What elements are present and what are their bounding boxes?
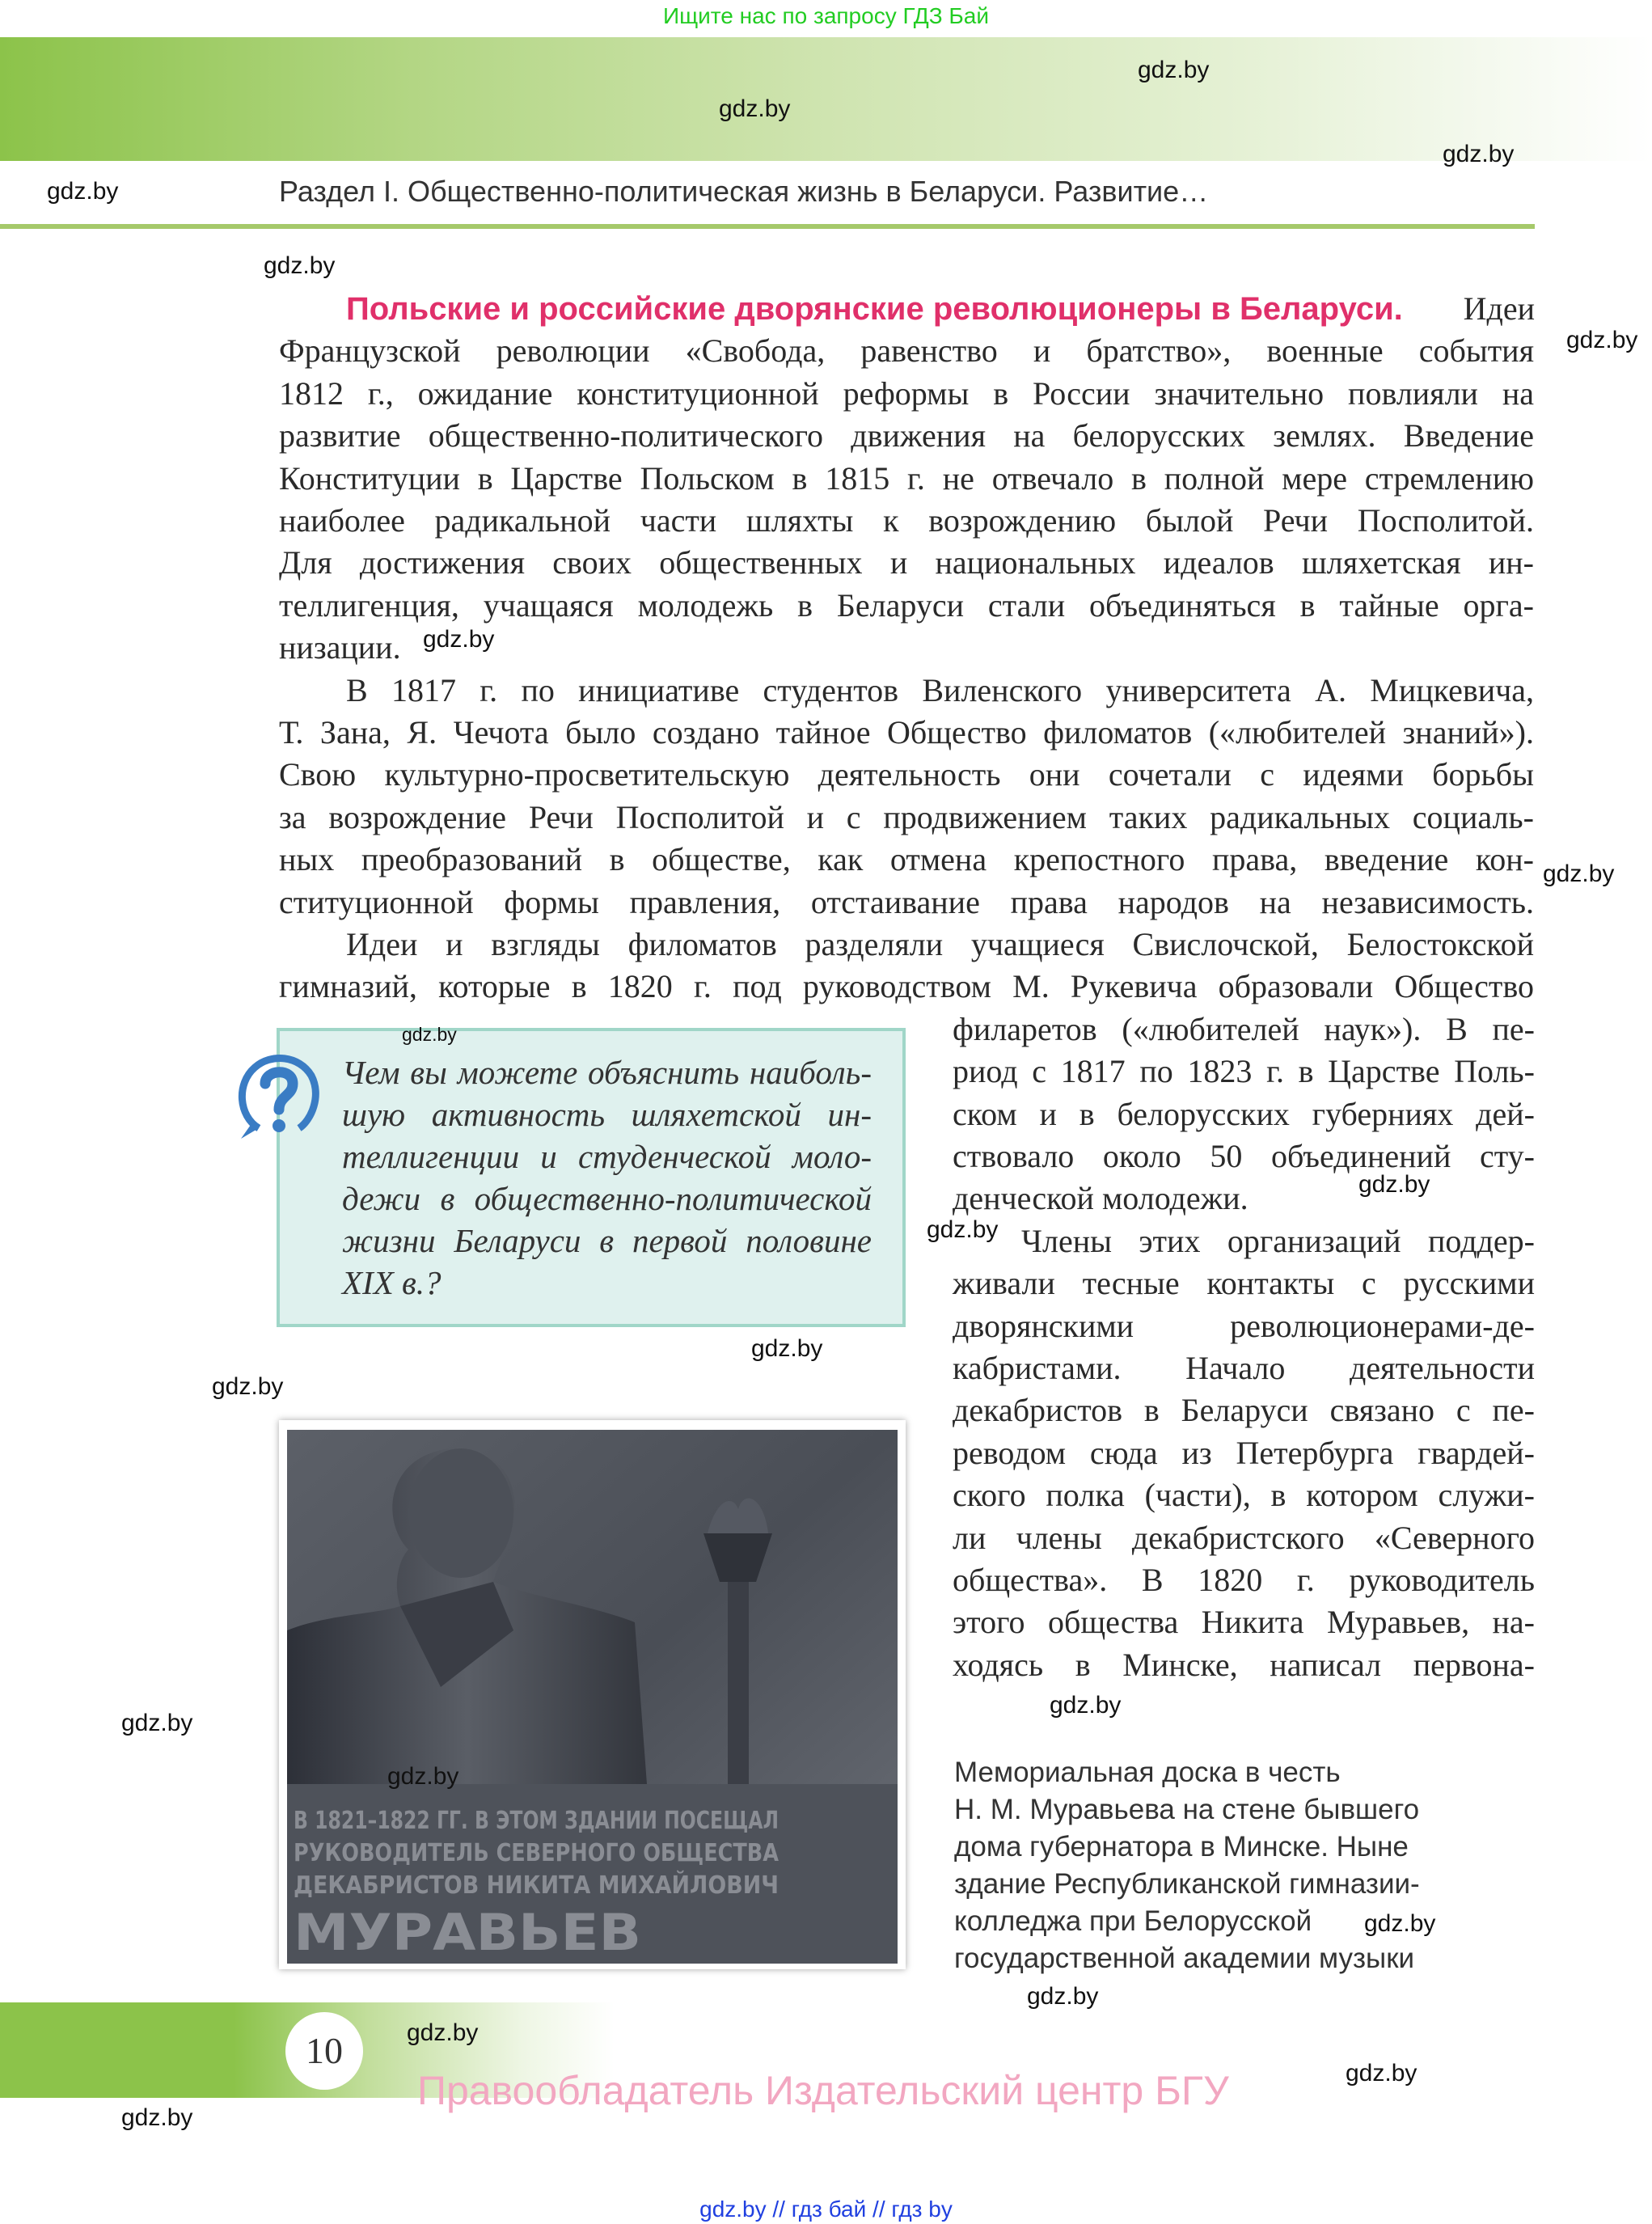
body-line: Для достижения своих общественных и национальных идеалов шляхетская ин- [279, 544, 1534, 581]
body-line: Конституции в Царстве Польском в 1815 г. не отвечало в полной мере стремлению [279, 459, 1534, 497]
gdz-watermark: gdz.by [47, 178, 119, 205]
body-line: ных преобразований в обществе, как отмена крепостного права, введение кон- [279, 841, 1534, 878]
body-line: филаретов («любителей наук»). В пе- [953, 1010, 1535, 1047]
body-line: ли члены декабристского «Северного [953, 1519, 1535, 1556]
gdz-watermark: gdz.by [423, 626, 495, 653]
question-text-line: дежи в общественно-политической [342, 1180, 872, 1217]
gdz-watermark: gdz.by [927, 1216, 999, 1243]
body-line: декабристов в Беларуси связано с пе- [953, 1392, 1535, 1429]
page-number: 10 [285, 2012, 363, 2090]
body-line: гимназий, которые в 1820 г. под руководством М. Рукевича образовали Общество [279, 968, 1534, 1005]
header-divider [0, 224, 1535, 229]
plaque-text: РУКОВОДИТЕЛЬ СЕВЕРНОГО ОБЩЕСТВА [294, 1839, 780, 1867]
gdz-watermark: gdz.by [1566, 327, 1638, 353]
body-line: реводом сюда из Петербурга гвардей- [953, 1434, 1535, 1471]
body-line: Свою культурно-просветительскую деятельность они сочетали с идеями борьбы [279, 756, 1534, 793]
gdz-watermark: gdz.by [387, 1763, 459, 1790]
gdz-watermark: gdz.by [1364, 1910, 1436, 1937]
body-line: живали тесные контакты с русскими [953, 1265, 1535, 1302]
gdz-watermark: gdz.by [402, 1024, 457, 1045]
body-line: ходясь в Минске, написал первона- [953, 1646, 1535, 1683]
body-line [346, 288, 1535, 330]
gdz-watermark: gdz.by [1027, 1983, 1099, 2010]
gdz-watermark: gdz.by [1138, 57, 1210, 83]
gdz-watermark: gdz.by [1358, 1171, 1430, 1198]
body-line: ституционной формы правления, отстаивание права народов на независимость. [279, 883, 1534, 920]
body-line: развитие общественно-политического движения на белорусских землях. Введение [279, 417, 1534, 455]
body-line: денческой молодежи. [953, 1180, 1249, 1217]
body-line: дворянскими революционерами-де- [953, 1307, 1535, 1344]
body-text-span: Идеи [1463, 290, 1535, 327]
caption-line: дома губернатора в Минске. Ныне [954, 1831, 1409, 1862]
memorial-plaque-photo [279, 1420, 906, 1969]
section-title: Раздел I. Общественно-политическая жизнь в Беларуси. Развитие… [279, 175, 1209, 208]
body-line: ского полка (части), в котором служи- [953, 1477, 1535, 1514]
body-line: низации. [279, 629, 401, 666]
body-line: кабристами. Начало деятельности [953, 1350, 1535, 1386]
caption-line: государственной академии музыки [954, 1943, 1415, 1974]
gdz-watermark: gdz.by [212, 1373, 284, 1400]
gdz-watermark: gdz.by [1050, 1692, 1122, 1719]
gdz-watermark: gdz.by [1346, 2060, 1418, 2087]
caption-line: здание Республиканской гимназии- [954, 1868, 1420, 1900]
copyright-watermark: Правообладатель Издательский центр БГУ [417, 2068, 1229, 2113]
gdz-watermark: gdz.by [407, 2019, 479, 2046]
body-line: В 1817 г. по инициативе студентов Виленского университета А. Мицкевича, [346, 671, 1534, 708]
caption-line: Н. М. Муравьева на стене бывшего [954, 1794, 1420, 1825]
caption-line: колледжа при Белорусской [954, 1905, 1312, 1937]
memorial-plaque-image [279, 1420, 906, 1969]
body-line: общества». В 1820 г. руководитель [953, 1562, 1535, 1598]
header-band [0, 37, 1652, 161]
footer-links[interactable]: gdz.by // гдз бай // гдз by [699, 2197, 953, 2222]
body-line: наиболее радикальной части шляхты к возрождению былой Речи Посполитой. [279, 502, 1534, 539]
search-hint: Ищите нас по запросу ГДЗ Бай [662, 3, 990, 28]
body-line: за возрождение Речи Посполитой и с продвижением таких радикальных социаль- [279, 798, 1534, 835]
body-line: Идеи и взгляды филоматов разделяли учащиеся Свислочской, Белостокской [346, 926, 1534, 962]
body-line: риод с 1817 по 1823 г. в Царстве Поль- [953, 1053, 1535, 1090]
body-line: Члены этих организаций поддер- [1021, 1222, 1535, 1259]
body-line: теллигенция, учащаяся молодежь в Беларуси стали объединяться в тайные орга- [279, 586, 1534, 624]
plaque-text: В 1821–1822 ГГ. В ЭТОМ ЗДАНИИ ПОСЕЩАЛ [294, 1807, 779, 1835]
gdz-watermark: gdz.by [121, 2104, 193, 2131]
question-text-line: XIX в.? [342, 1264, 442, 1301]
gdz-watermark: gdz.by [264, 252, 336, 279]
body-line: 1812 г., ожидание конституционной реформы в России значительно повлияли на [279, 374, 1534, 412]
question-text-line: теллигенции и студенческой моло- [342, 1138, 872, 1175]
caption-line: Мемориальная доска в честь [954, 1757, 1341, 1788]
plaque-text: МУРАВЬЕВ [294, 1903, 641, 1962]
body-line: ствовало около 50 объединений сту- [953, 1138, 1535, 1174]
gdz-watermark: gdz.by [121, 1710, 193, 1736]
gdz-watermark: gdz.by [1543, 860, 1615, 887]
plaque-text: ДЕКАБРИСТОВ НИКИТА МИХАЙЛОВИЧ [294, 1871, 835, 1900]
subsection-heading: Польские и российские дворянские революционеры в Беларуси. [346, 291, 1403, 327]
question-text-line: Чем вы можете объяснить наиболь- [342, 1054, 872, 1091]
question-text-line: жизни Беларуси в первой половине [342, 1222, 872, 1259]
gdz-watermark: gdz.by [751, 1335, 823, 1362]
body-line: ском и в белорусских губерниях дей- [953, 1095, 1535, 1132]
gdz-watermark: gdz.by [1443, 141, 1515, 167]
body-line: Французской революции «Свобода, равенство и братство», военные события [279, 332, 1534, 370]
body-line: Т. Зана, Я. Чечота было создано тайное Общество филоматов («любителей знаний»). [279, 714, 1534, 750]
body-line: этого общества Никита Муравьев, на- [953, 1604, 1535, 1641]
question-mark-icon [234, 1051, 323, 1140]
question-text-line: шую активность шляхетской ин- [342, 1096, 872, 1133]
gdz-watermark: gdz.by [719, 95, 791, 122]
